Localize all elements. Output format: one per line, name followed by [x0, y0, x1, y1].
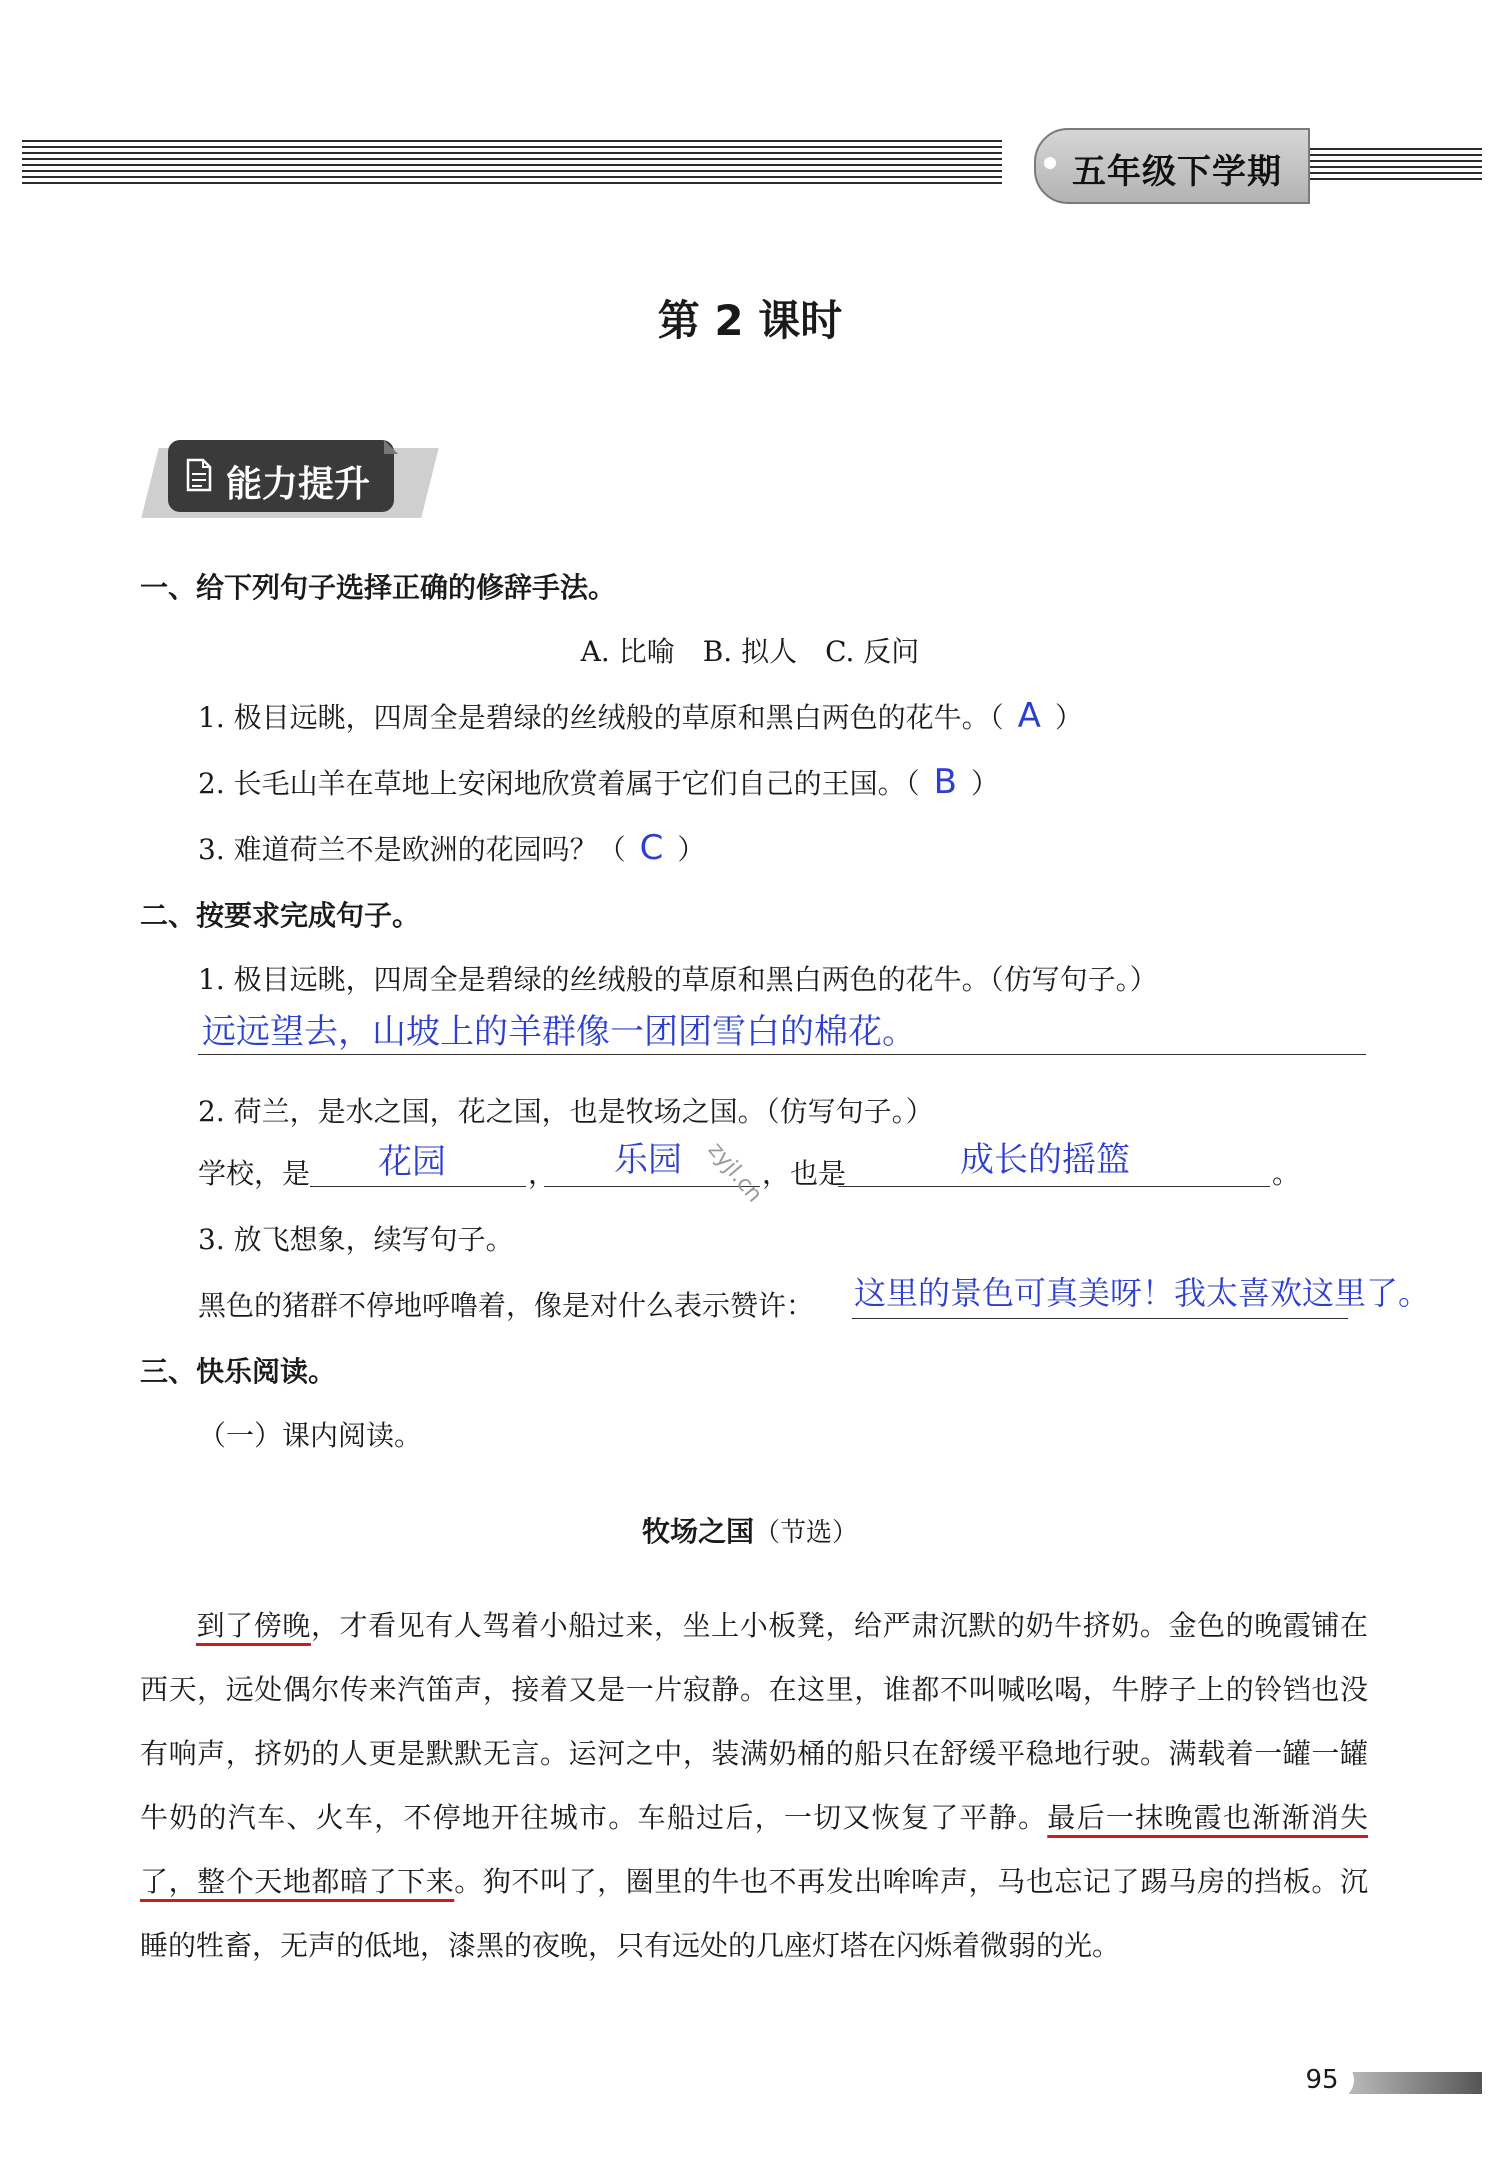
q1-item-1-close: ）: [1054, 701, 1083, 734]
q2-item-2-prefix: 学校，是: [198, 1157, 311, 1190]
q1-item-3-answer: C: [639, 828, 664, 868]
badge-label: 能力提升: [226, 464, 371, 505]
q2-item-1-answer-line: [198, 1054, 1366, 1055]
passage-underline-2: 最后一抹晚霞也渐渐消失了，整个天地都暗了下来: [140, 1801, 1368, 1898]
header-rule-lines: [22, 140, 1002, 184]
q3-subheading: （一）课内阅读。: [198, 1419, 423, 1452]
header-rule-lines-right: [1302, 148, 1482, 184]
q2-item-3-prompt: 黑色的猪群不停地呼噜着，像是对什么表示赞许：: [198, 1289, 815, 1322]
lesson-title: 第 2 课时: [657, 296, 843, 345]
q1-item-3-close: ）: [677, 833, 706, 866]
q1-item-3-text: 3. 难道荷兰不是欧洲的花园吗？（: [198, 833, 626, 866]
q1-heading: 一、给下列句子选择正确的修辞手法。: [140, 571, 617, 604]
q2-item-2-blank-2: [544, 1186, 760, 1187]
q1-item-2-answer: B: [933, 762, 957, 802]
passage-text-2: 。狗不叫了，圈里的牛也不再发出哞哞声，马也忘记了踢马房的挡板。沉睡的牲畜，无声的低地，漆黑的夜晚，只有远处的几座灯塔在闪烁着微弱的光。: [140, 1865, 1368, 1962]
q2-item-2-answer-3: 成长的摇篮: [960, 1140, 1130, 1180]
passage-title-text: 牧场之国: [641, 1515, 754, 1548]
badge-fold: [384, 440, 398, 454]
watermark: zyjl.cn: [702, 1137, 767, 1208]
q1-item-2-text: 2. 长毛山羊在草地上安闲地欣赏着属于它们自己的王国。（: [198, 767, 920, 800]
q2-item-1-text: 1. 极目远眺，四周全是碧绿的丝绒般的草原和黑白两色的花牛。（仿写句子。）: [198, 963, 1158, 996]
q1-item-2-close: ）: [970, 767, 999, 800]
document-icon: [186, 458, 212, 492]
q1-options: A. 比喻 B. 拟人 C. 反问: [580, 635, 920, 668]
passage-text-1: ，才看见有人驾着小船过来，坐上小板凳，给严肃沉默的奶牛挤奶。金色的晚霞铺在西天，远处偶尔传来汽笛声，接着又是一片寂静。在这里，谁都不叫喊吆喝，牛脖子上的铃铛也没有响声，挤奶的人更是默默无言。运河之中，装满奶桶的船只在舒缓平稳地行驶。满载着一罐一罐牛奶的汽车、火车，不停地开往城市。车船过后，一切又恢复了平静。: [140, 1609, 1368, 1834]
q2-item-2-blank-3: [838, 1186, 1270, 1187]
q2-item-2-text: 2. 荷兰，是水之国，花之国，也是牧场之国。（仿写句子。）: [198, 1095, 934, 1128]
passage-body: [140, 1594, 1368, 1978]
q2-item-2-mid: ，也是: [762, 1157, 847, 1190]
q2-item-2-answer-1: 花园: [378, 1142, 446, 1182]
q2-item-1-answer: 远远望去，山坡上的羊群像一团团雪白的棉花。: [202, 1012, 916, 1052]
q1-item-1: [198, 696, 1083, 736]
q3-heading: 三、快乐阅读。: [140, 1355, 337, 1388]
q2-item-2-end: 。: [1272, 1157, 1301, 1190]
q2-item-2-comma: ，: [528, 1157, 557, 1190]
q2-item-2-answer-2: 乐园: [614, 1140, 682, 1180]
q1-item-2: [198, 762, 999, 802]
page-number: 95: [1290, 2060, 1354, 2100]
header-grade-label: 五年级下学期: [1072, 152, 1282, 192]
header-dot-icon: [1044, 157, 1056, 169]
q2-item-3-answer-line: [852, 1318, 1348, 1319]
q1-item-1-answer: A: [1017, 696, 1041, 736]
q2-item-2-blank-1: [310, 1186, 526, 1187]
passage-underline-1: 到了傍晚: [196, 1609, 311, 1642]
q1-item-1-text: 1. 极目远眺，四周全是碧绿的丝绒般的草原和黑白两色的花牛。（: [198, 701, 1004, 734]
passage-title-note: （节选）: [754, 1518, 859, 1548]
q2-heading: 二、按要求完成句子。: [140, 899, 421, 932]
q2-item-3-text: 3. 放飞想象，续写句子。: [198, 1223, 514, 1256]
q1-item-3: [198, 828, 705, 868]
q2-item-3-answer: 这里的景色可真美呀！我太喜欢这里了。: [854, 1274, 1431, 1312]
passage-title: [0, 1510, 1500, 1550]
